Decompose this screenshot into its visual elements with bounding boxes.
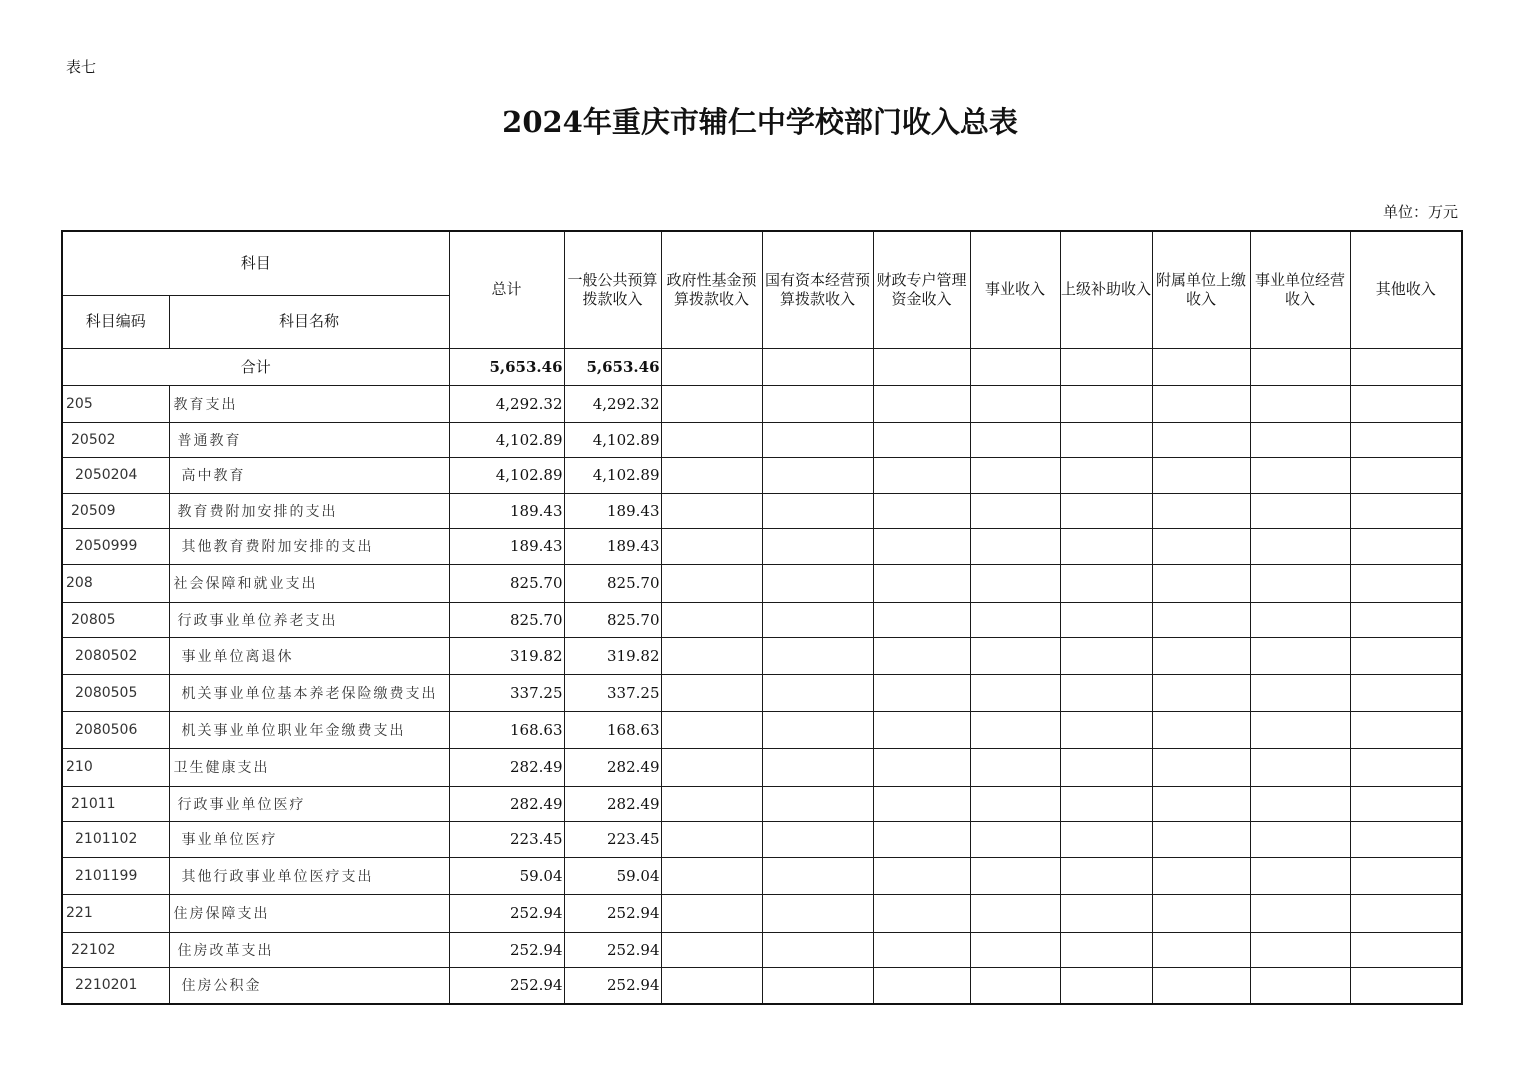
subject-name: 教育费附加安排的支出 — [169, 493, 449, 528]
empty-cell — [970, 967, 1060, 1004]
empty-cell — [1250, 422, 1350, 457]
empty-cell — [1350, 422, 1462, 457]
table-row — [62, 528, 1462, 564]
empty-cell — [661, 821, 762, 857]
subject-name: 行政事业单位医疗 — [169, 786, 449, 821]
empty-cell — [762, 493, 873, 528]
empty-cell — [1152, 857, 1250, 894]
empty-cell — [873, 748, 970, 786]
empty-cell — [1250, 894, 1350, 932]
header-state-capital: 国有资本经营预算拨款收入 — [762, 231, 873, 348]
total-value: 825.70 — [449, 564, 564, 602]
empty-cell — [873, 674, 970, 711]
empty-cell — [873, 564, 970, 602]
subject-name: 住房保障支出 — [169, 894, 449, 932]
header-gov-fund: 政府性基金预算拨款收入 — [661, 231, 762, 348]
empty-cell — [661, 637, 762, 674]
empty-cell — [970, 748, 1060, 786]
table-row — [62, 602, 1462, 637]
empty-cell — [1250, 674, 1350, 711]
empty-cell — [873, 821, 970, 857]
subject-code: 205 — [62, 385, 169, 422]
empty-cell — [762, 894, 873, 932]
empty-cell — [970, 932, 1060, 967]
total-value: 252.94 — [449, 894, 564, 932]
empty-cell — [970, 637, 1060, 674]
general-budget-value: 4,102.89 — [564, 457, 661, 493]
empty-cell — [762, 564, 873, 602]
table-row — [62, 786, 1462, 821]
total-value: 189.43 — [449, 493, 564, 528]
empty-cell — [873, 786, 970, 821]
empty-cell — [970, 711, 1060, 748]
header-business-income: 事业收入 — [970, 231, 1060, 348]
header-total: 总计 — [449, 231, 564, 348]
total-value: 282.49 — [449, 748, 564, 786]
empty-cell — [1060, 602, 1152, 637]
general-budget-value: 282.49 — [564, 748, 661, 786]
empty-cell — [873, 967, 970, 1004]
empty-cell — [661, 894, 762, 932]
empty-cell — [762, 674, 873, 711]
general-budget-value: 4,102.89 — [564, 422, 661, 457]
subject-code: 2101199 — [62, 857, 169, 894]
total-value: 319.82 — [449, 637, 564, 674]
empty-cell — [762, 528, 873, 564]
empty-cell — [1060, 564, 1152, 602]
empty-cell — [661, 564, 762, 602]
empty-cell — [661, 493, 762, 528]
empty-cell — [873, 602, 970, 637]
empty-cell — [1060, 348, 1152, 385]
subject-code: 2050204 — [62, 457, 169, 493]
empty-cell — [1152, 348, 1250, 385]
empty-cell — [762, 602, 873, 637]
empty-cell — [970, 385, 1060, 422]
header-superior-subsidy: 上级补助收入 — [1060, 231, 1152, 348]
empty-cell — [1250, 932, 1350, 967]
header-subject: 科目 — [62, 231, 449, 295]
empty-cell — [1152, 932, 1250, 967]
empty-cell — [1152, 422, 1250, 457]
table-row — [62, 493, 1462, 528]
empty-cell — [1152, 602, 1250, 637]
empty-cell — [970, 422, 1060, 457]
empty-cell — [873, 894, 970, 932]
empty-cell — [762, 857, 873, 894]
subject-code: 2080506 — [62, 711, 169, 748]
total-value: 825.70 — [449, 602, 564, 637]
subject-name: 普通教育 — [169, 422, 449, 457]
table-row — [62, 711, 1462, 748]
subject-name: 其他行政事业单位医疗支出 — [169, 857, 449, 894]
empty-cell — [661, 528, 762, 564]
empty-cell — [873, 711, 970, 748]
total-value: 282.49 — [449, 786, 564, 821]
table-row — [62, 857, 1462, 894]
empty-cell — [1350, 932, 1462, 967]
total-value: 223.45 — [449, 821, 564, 857]
empty-cell — [1152, 711, 1250, 748]
subject-name: 其他教育费附加安排的支出 — [169, 528, 449, 564]
subject-name: 住房公积金 — [169, 967, 449, 1004]
empty-cell — [1060, 674, 1152, 711]
empty-cell — [873, 348, 970, 385]
empty-cell — [873, 528, 970, 564]
page-title: 2024年重庆市辅仁中学校部门收入总表 — [502, 105, 1018, 139]
empty-cell — [661, 748, 762, 786]
empty-cell — [1250, 348, 1350, 385]
empty-cell — [873, 857, 970, 894]
general-budget-value: 319.82 — [564, 637, 661, 674]
empty-cell — [661, 786, 762, 821]
general-budget-value: 282.49 — [564, 786, 661, 821]
empty-cell — [970, 894, 1060, 932]
empty-cell — [1350, 348, 1462, 385]
subject-code: 22102 — [62, 932, 169, 967]
subject-code: 2080505 — [62, 674, 169, 711]
subject-code: 2210201 — [62, 967, 169, 1004]
empty-cell — [1060, 748, 1152, 786]
table-row — [62, 674, 1462, 711]
total-value: 168.63 — [449, 711, 564, 748]
total-value: 337.25 — [449, 674, 564, 711]
empty-cell — [1350, 457, 1462, 493]
empty-cell — [1350, 857, 1462, 894]
empty-cell — [1350, 748, 1462, 786]
empty-cell — [970, 348, 1060, 385]
empty-cell — [873, 493, 970, 528]
empty-cell — [1060, 711, 1152, 748]
empty-cell — [970, 528, 1060, 564]
empty-cell — [1060, 422, 1152, 457]
empty-cell — [1152, 564, 1250, 602]
empty-cell — [1350, 564, 1462, 602]
subject-name: 教育支出 — [169, 385, 449, 422]
empty-cell — [762, 748, 873, 786]
empty-cell — [970, 457, 1060, 493]
empty-cell — [661, 967, 762, 1004]
empty-cell — [1152, 821, 1250, 857]
empty-cell — [762, 422, 873, 457]
empty-cell — [1152, 385, 1250, 422]
empty-cell — [1152, 967, 1250, 1004]
empty-cell — [1250, 493, 1350, 528]
empty-cell — [1250, 786, 1350, 821]
empty-cell — [1350, 967, 1462, 1004]
general-budget-value: 168.63 — [564, 711, 661, 748]
general-budget-value: 252.94 — [564, 932, 661, 967]
empty-cell — [1152, 894, 1250, 932]
subject-name: 机关事业单位职业年金缴费支出 — [169, 711, 449, 748]
empty-cell — [873, 385, 970, 422]
empty-cell — [1250, 821, 1350, 857]
general-budget-value: 252.94 — [564, 967, 661, 1004]
empty-cell — [762, 967, 873, 1004]
empty-cell — [970, 786, 1060, 821]
table-row — [62, 637, 1462, 674]
total-value: 5,653.46 — [449, 348, 564, 385]
empty-cell — [873, 457, 970, 493]
empty-cell — [970, 602, 1060, 637]
general-budget-value: 189.43 — [564, 493, 661, 528]
subject-name: 卫生健康支出 — [169, 748, 449, 786]
empty-cell — [1250, 857, 1350, 894]
empty-cell — [1060, 385, 1152, 422]
empty-cell — [970, 821, 1060, 857]
empty-cell — [1060, 821, 1152, 857]
header-special-fund: 财政专户管理资金收入 — [873, 231, 970, 348]
empty-cell — [1350, 894, 1462, 932]
empty-cell — [1152, 493, 1250, 528]
empty-cell — [1152, 528, 1250, 564]
total-value: 59.04 — [449, 857, 564, 894]
total-value: 4,102.89 — [449, 422, 564, 457]
subject-name: 事业单位医疗 — [169, 821, 449, 857]
empty-cell — [661, 385, 762, 422]
empty-cell — [1060, 493, 1152, 528]
empty-cell — [1350, 602, 1462, 637]
empty-cell — [762, 385, 873, 422]
subject-code: 210 — [62, 748, 169, 786]
empty-cell — [1060, 457, 1152, 493]
empty-cell — [661, 674, 762, 711]
subject-name: 行政事业单位养老支出 — [169, 602, 449, 637]
empty-cell — [1350, 637, 1462, 674]
header-operation-income: 事业单位经营收入 — [1250, 231, 1350, 348]
header-affiliate-income: 附属单位上缴收入 — [1152, 231, 1250, 348]
subject-name: 社会保障和就业支出 — [169, 564, 449, 602]
total-value: 252.94 — [449, 967, 564, 1004]
empty-cell — [1060, 894, 1152, 932]
total-value: 4,102.89 — [449, 457, 564, 493]
empty-cell — [1152, 748, 1250, 786]
empty-cell — [1250, 748, 1350, 786]
empty-cell — [1350, 385, 1462, 422]
empty-cell — [762, 932, 873, 967]
subject-name: 高中教育 — [169, 457, 449, 493]
subject-code: 2101102 — [62, 821, 169, 857]
general-budget-value: 825.70 — [564, 564, 661, 602]
subject-code: 221 — [62, 894, 169, 932]
empty-cell — [873, 637, 970, 674]
empty-cell — [762, 348, 873, 385]
empty-cell — [661, 857, 762, 894]
empty-cell — [1350, 711, 1462, 748]
table-row — [62, 932, 1462, 967]
table-row — [62, 422, 1462, 457]
empty-cell — [661, 348, 762, 385]
table-row — [62, 457, 1462, 493]
subject-name: 机关事业单位基本养老保险缴费支出 — [169, 674, 449, 711]
empty-cell — [1152, 674, 1250, 711]
empty-cell — [1250, 385, 1350, 422]
empty-cell — [1152, 637, 1250, 674]
empty-cell — [762, 637, 873, 674]
table-row — [62, 385, 1462, 422]
unit-label: 单位：万元 — [1382, 203, 1458, 221]
empty-cell — [1250, 457, 1350, 493]
subject-code: 2080502 — [62, 637, 169, 674]
general-budget-value: 337.25 — [564, 674, 661, 711]
empty-cell — [1152, 786, 1250, 821]
general-budget-value: 223.45 — [564, 821, 661, 857]
empty-cell — [970, 857, 1060, 894]
empty-cell — [970, 564, 1060, 602]
empty-cell — [661, 422, 762, 457]
subject-name: 住房改革支出 — [169, 932, 449, 967]
empty-cell — [1250, 564, 1350, 602]
table-row — [62, 564, 1462, 602]
empty-cell — [762, 711, 873, 748]
header-name: 科目名称 — [169, 295, 449, 348]
subject-code: 20805 — [62, 602, 169, 637]
empty-cell — [970, 674, 1060, 711]
empty-cell — [1250, 967, 1350, 1004]
subject-code: 21011 — [62, 786, 169, 821]
empty-cell — [1152, 457, 1250, 493]
empty-cell — [661, 457, 762, 493]
empty-cell — [1060, 637, 1152, 674]
empty-cell — [661, 932, 762, 967]
subject-code: 208 — [62, 564, 169, 602]
empty-cell — [661, 711, 762, 748]
empty-cell — [873, 932, 970, 967]
empty-cell — [1250, 602, 1350, 637]
empty-cell — [1060, 528, 1152, 564]
empty-cell — [1350, 786, 1462, 821]
empty-cell — [1060, 967, 1152, 1004]
total-row — [62, 348, 1462, 385]
empty-cell — [1350, 674, 1462, 711]
table-row — [62, 967, 1462, 1004]
total-value: 252.94 — [449, 932, 564, 967]
empty-cell — [1060, 932, 1152, 967]
table-row — [62, 894, 1462, 932]
general-budget-value: 4,292.32 — [564, 385, 661, 422]
empty-cell — [970, 493, 1060, 528]
empty-cell — [1060, 786, 1152, 821]
empty-cell — [1350, 493, 1462, 528]
empty-cell — [762, 786, 873, 821]
table-row — [62, 748, 1462, 786]
subject-name: 事业单位离退休 — [169, 637, 449, 674]
empty-cell — [762, 821, 873, 857]
total-label: 合计 — [62, 348, 449, 385]
empty-cell — [1250, 711, 1350, 748]
empty-cell — [1350, 528, 1462, 564]
general-budget-value: 252.94 — [564, 894, 661, 932]
empty-cell — [762, 457, 873, 493]
total-general-value: 5,653.46 — [564, 348, 661, 385]
table-row — [62, 821, 1462, 857]
general-budget-value: 825.70 — [564, 602, 661, 637]
empty-cell — [1350, 821, 1462, 857]
general-budget-value: 189.43 — [564, 528, 661, 564]
subject-code: 20502 — [62, 422, 169, 457]
empty-cell — [1060, 857, 1152, 894]
empty-cell — [1250, 528, 1350, 564]
subject-code: 2050999 — [62, 528, 169, 564]
header-code: 科目编码 — [62, 295, 169, 348]
header-general-budget: 一般公共预算拨款收入 — [564, 231, 661, 348]
header-other-income: 其他收入 — [1350, 231, 1462, 348]
empty-cell — [661, 602, 762, 637]
total-value: 4,292.32 — [449, 385, 564, 422]
empty-cell — [1250, 637, 1350, 674]
income-summary-table — [61, 230, 1463, 1005]
empty-cell — [873, 422, 970, 457]
general-budget-value: 59.04 — [564, 857, 661, 894]
total-value: 189.43 — [449, 528, 564, 564]
table-number: 表七 — [66, 58, 97, 76]
subject-code: 20509 — [62, 493, 169, 528]
